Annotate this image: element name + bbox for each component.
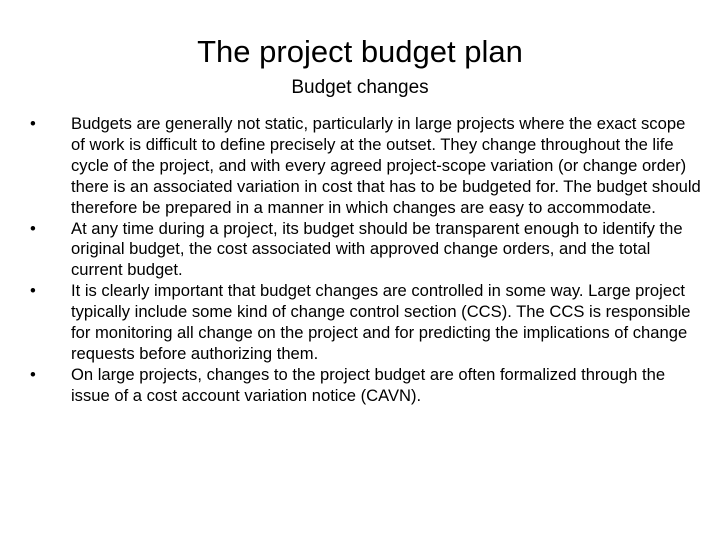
bullet-text: On large projects, changes to the project budget are often formalized through the issue of a cost account variation notice (CAVN). (71, 364, 666, 405)
bullet-item (30, 281, 702, 365)
bullet-dot-icon: • (30, 114, 36, 133)
slide-subtitle (0, 76, 720, 100)
bullet-text: At any time during a project, its budget should be transparent enough to identify the original budget, the cost associated with approved change orders, and the total current budget. (71, 218, 683, 280)
slide-title: The project budget plan (197, 34, 523, 69)
bullet-list (30, 114, 702, 407)
bullet-item (30, 365, 702, 407)
bullet-dot-icon: • (30, 364, 36, 384)
bullet-text: Budgets are generally not static, particularly in large projects where the exact scope of work is difficult to define precisely at the outset. They change throughout the life cycle of the project, and with every agreed project-scope variation (or change order) there is an associated variation in cost that has to be budgeted for. The budget should therefore be prepared in a manner in which changes are easy to accommodate. (71, 114, 701, 217)
bullet-item (30, 114, 702, 219)
bullet-item (30, 219, 702, 282)
slide-subtitle-text: Budget changes (291, 77, 429, 98)
bullet-text: It is clearly important that budget changes are controlled in some way. Large project typically include some kind of change control section (CCS). The CCS is responsible for monitoring all change on the project and for predicting the implications of change requests before authorizing them. (71, 281, 691, 363)
bullet-dot-icon: • (30, 218, 36, 238)
bullet-dot-icon: • (30, 281, 36, 301)
